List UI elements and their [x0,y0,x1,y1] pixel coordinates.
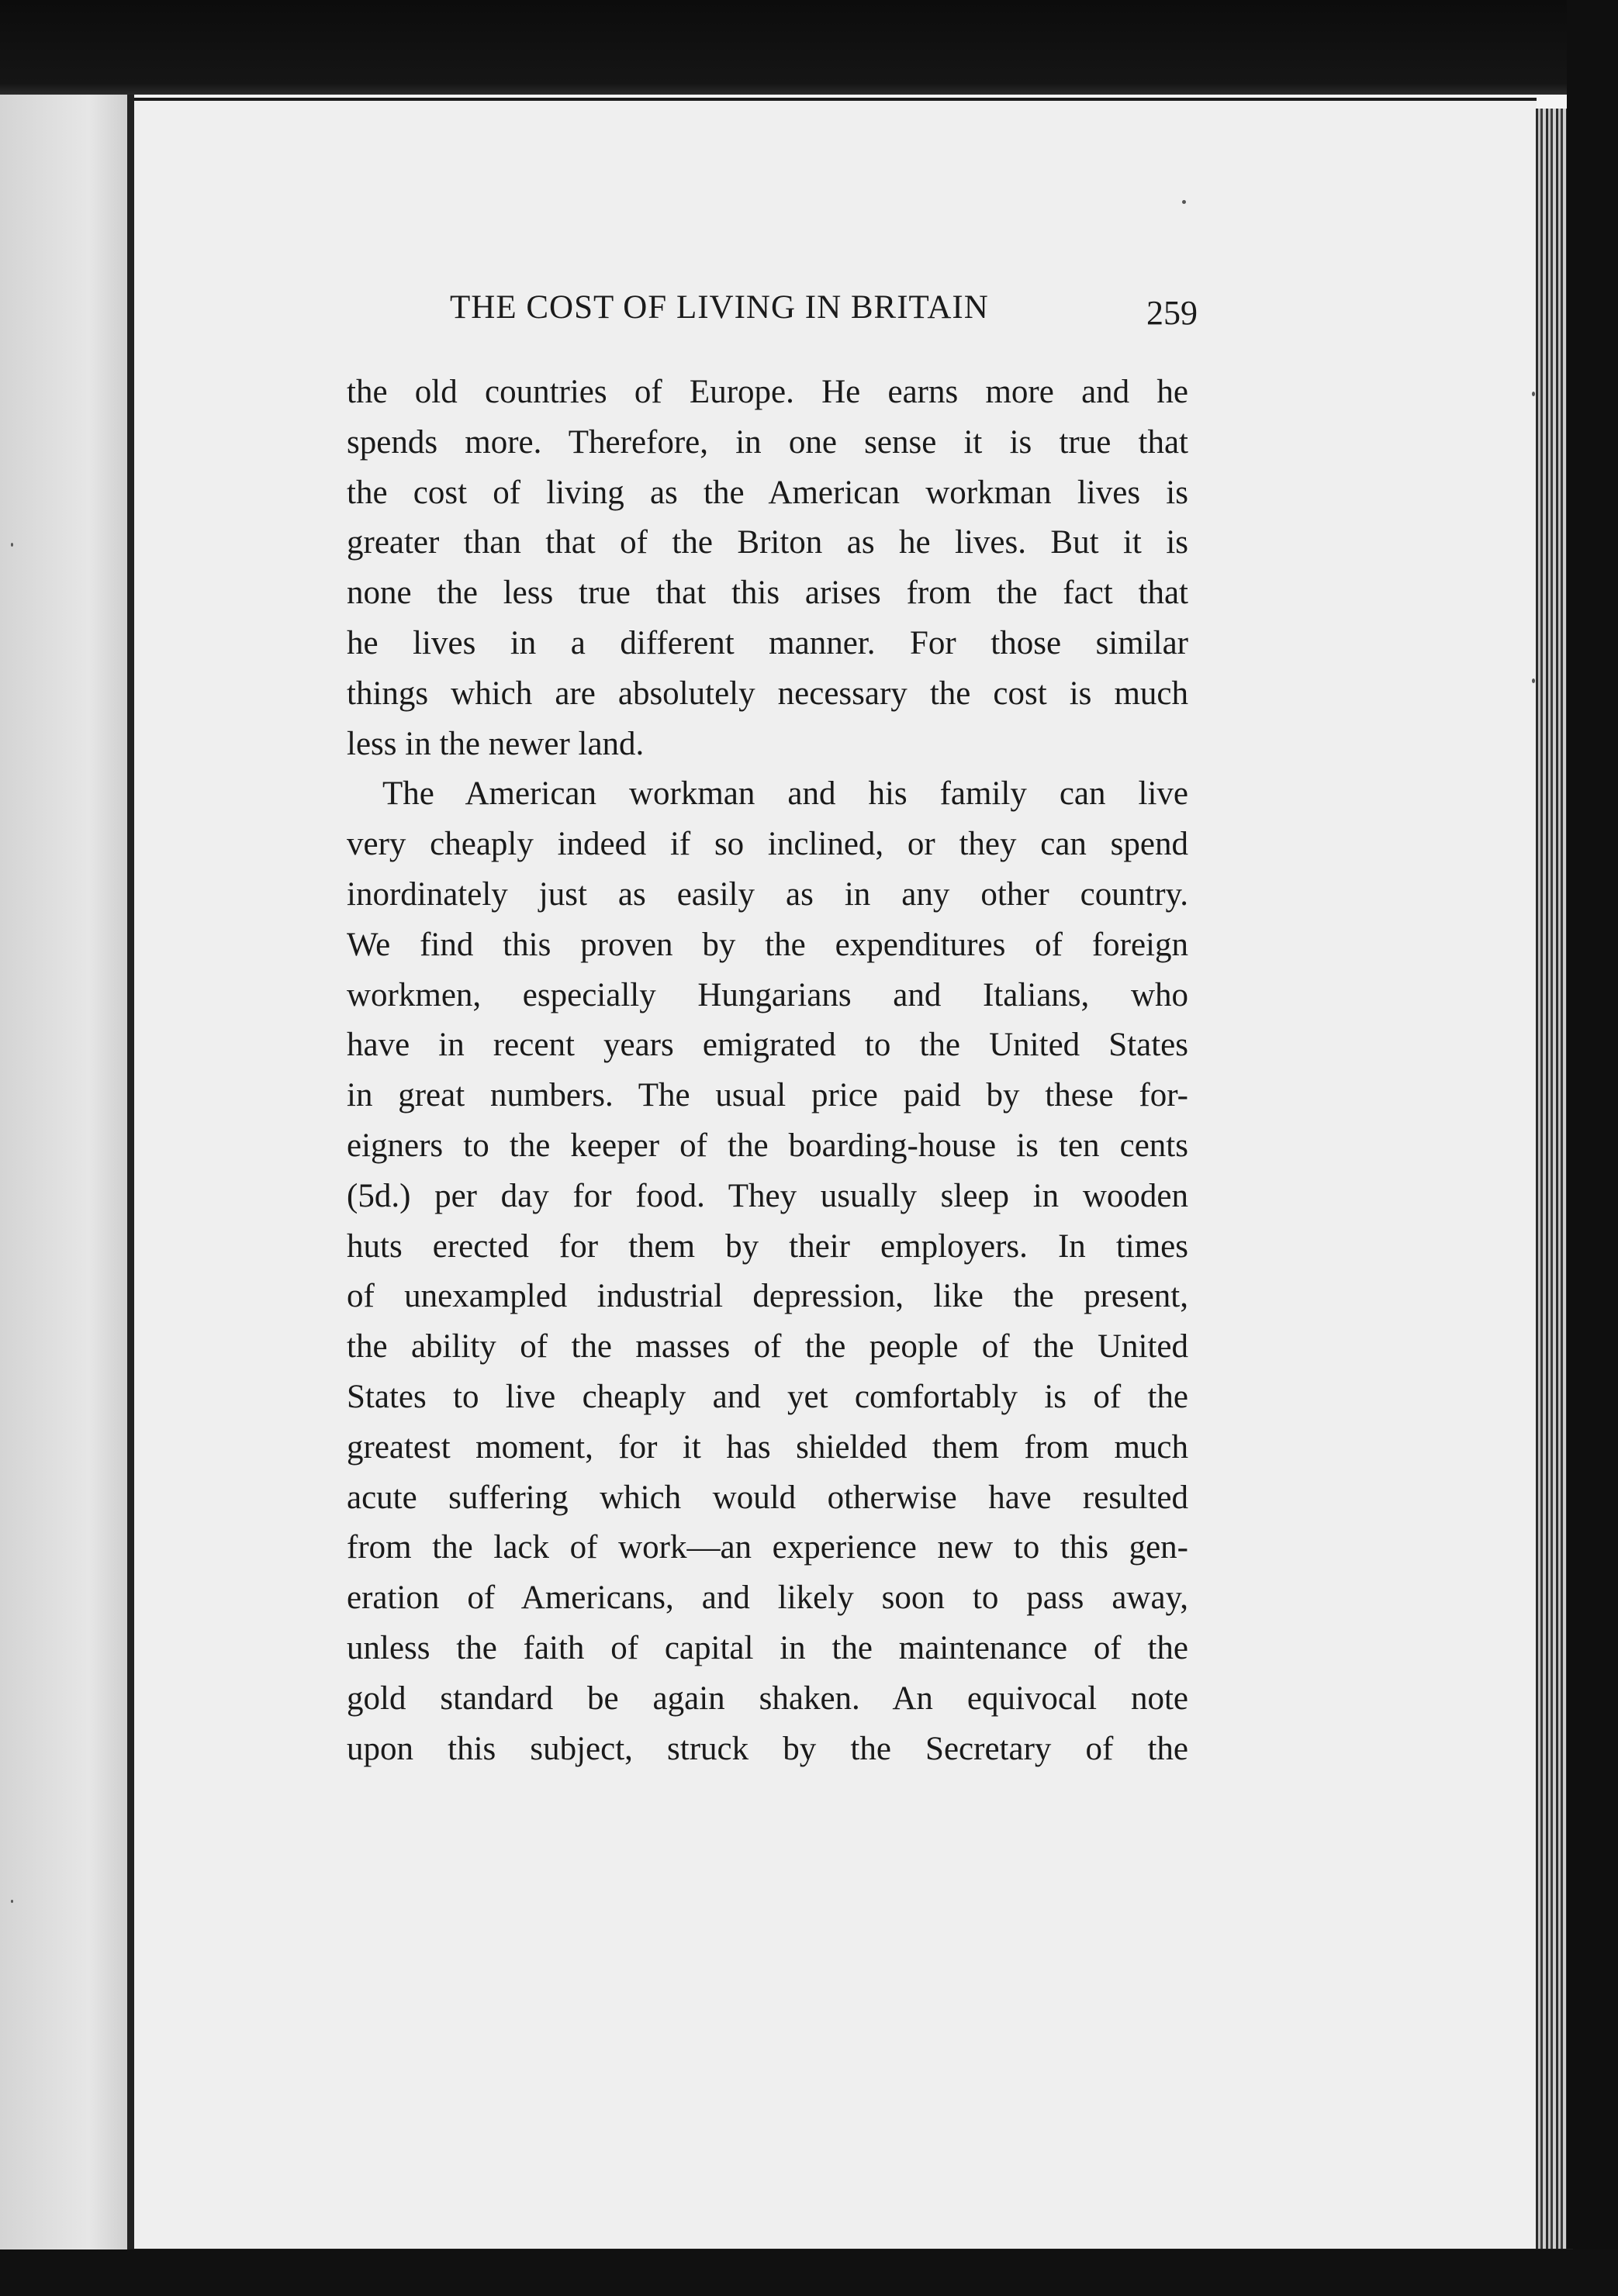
text-line: gold standard be again shaken. An equivocal note [347,1680,1188,1717]
film-border-bottom [0,2249,1618,2296]
scan-speck [1532,392,1535,396]
text-line: The American workman and his family can live [382,775,1188,813]
page-left-border [127,91,134,2263]
text-line: none the less true that this arises from the fact that [347,575,1188,612]
text-line: huts erected for them by their employers. In times [347,1227,1188,1265]
text-line: less in the newer land. [347,725,645,762]
scan-speck [1182,200,1186,204]
text-line: inordinately just as easily as in any other country. [347,875,1188,913]
page-number: 259 [1146,294,1198,332]
text-line: We find this proven by the expenditures of foreign [347,926,1188,963]
page-stack-edge [1536,109,1568,2264]
text-line: greater than that of the Briton as he lives. But it is [347,524,1188,561]
text-line: things which are absolutely necessary the cost is much [347,675,1188,712]
text-line: the old countries of Europe. He earns more and he [347,374,1188,410]
text-line: he lives in a different manner. For those similar [347,624,1188,661]
text-line: workmen, especially Hungarians and Italians, who [347,976,1188,1013]
scan-speck [11,1900,13,1903]
text-line: (5d.) per day for food. They usually sleep in wooden [347,1177,1188,1214]
body-text [347,368,1188,1774]
film-border-top [0,0,1618,95]
text-line: the ability of the masses of the people of the United [347,1328,1188,1366]
text-line: eration of Americans, and likely soon to pass away, [347,1580,1188,1617]
text-line: have in recent years emigrated to the United States [347,1027,1188,1064]
film-border-right [1567,0,1618,2296]
scan-speck [1532,678,1535,683]
text-line: from the lack of work—an experience new to this gen- [347,1529,1188,1566]
text-line: spends more. Therefore, in one sense it is true that [347,423,1188,461]
text-line: in great numbers. The usual price paid by these for- [347,1077,1188,1114]
text-line: greatest moment, for it has shielded them from much [347,1428,1188,1466]
text-line: the cost of living as the American workman lives is [347,474,1188,511]
text-line: very cheaply indeed if so inclined, or they can spend [347,826,1188,863]
running-head-title: THE COST OF LIVING IN BRITAIN [450,289,989,326]
text-line: unless the faith of capital in the maintenance of the [347,1629,1188,1666]
text-line: States to live cheaply and yet comfortably is of the [347,1378,1188,1415]
text-line: acute suffering which would otherwise have resulted [347,1479,1188,1516]
text-line: upon this subject, struck by the Secretary of the [347,1730,1188,1767]
left-page-edge [0,91,127,2263]
text-line: eigners to the keeper of the boarding-house is ten cents [347,1127,1188,1164]
scan-speck [11,543,13,547]
text-line: of unexampled industrial depression, like the present, [347,1278,1188,1315]
